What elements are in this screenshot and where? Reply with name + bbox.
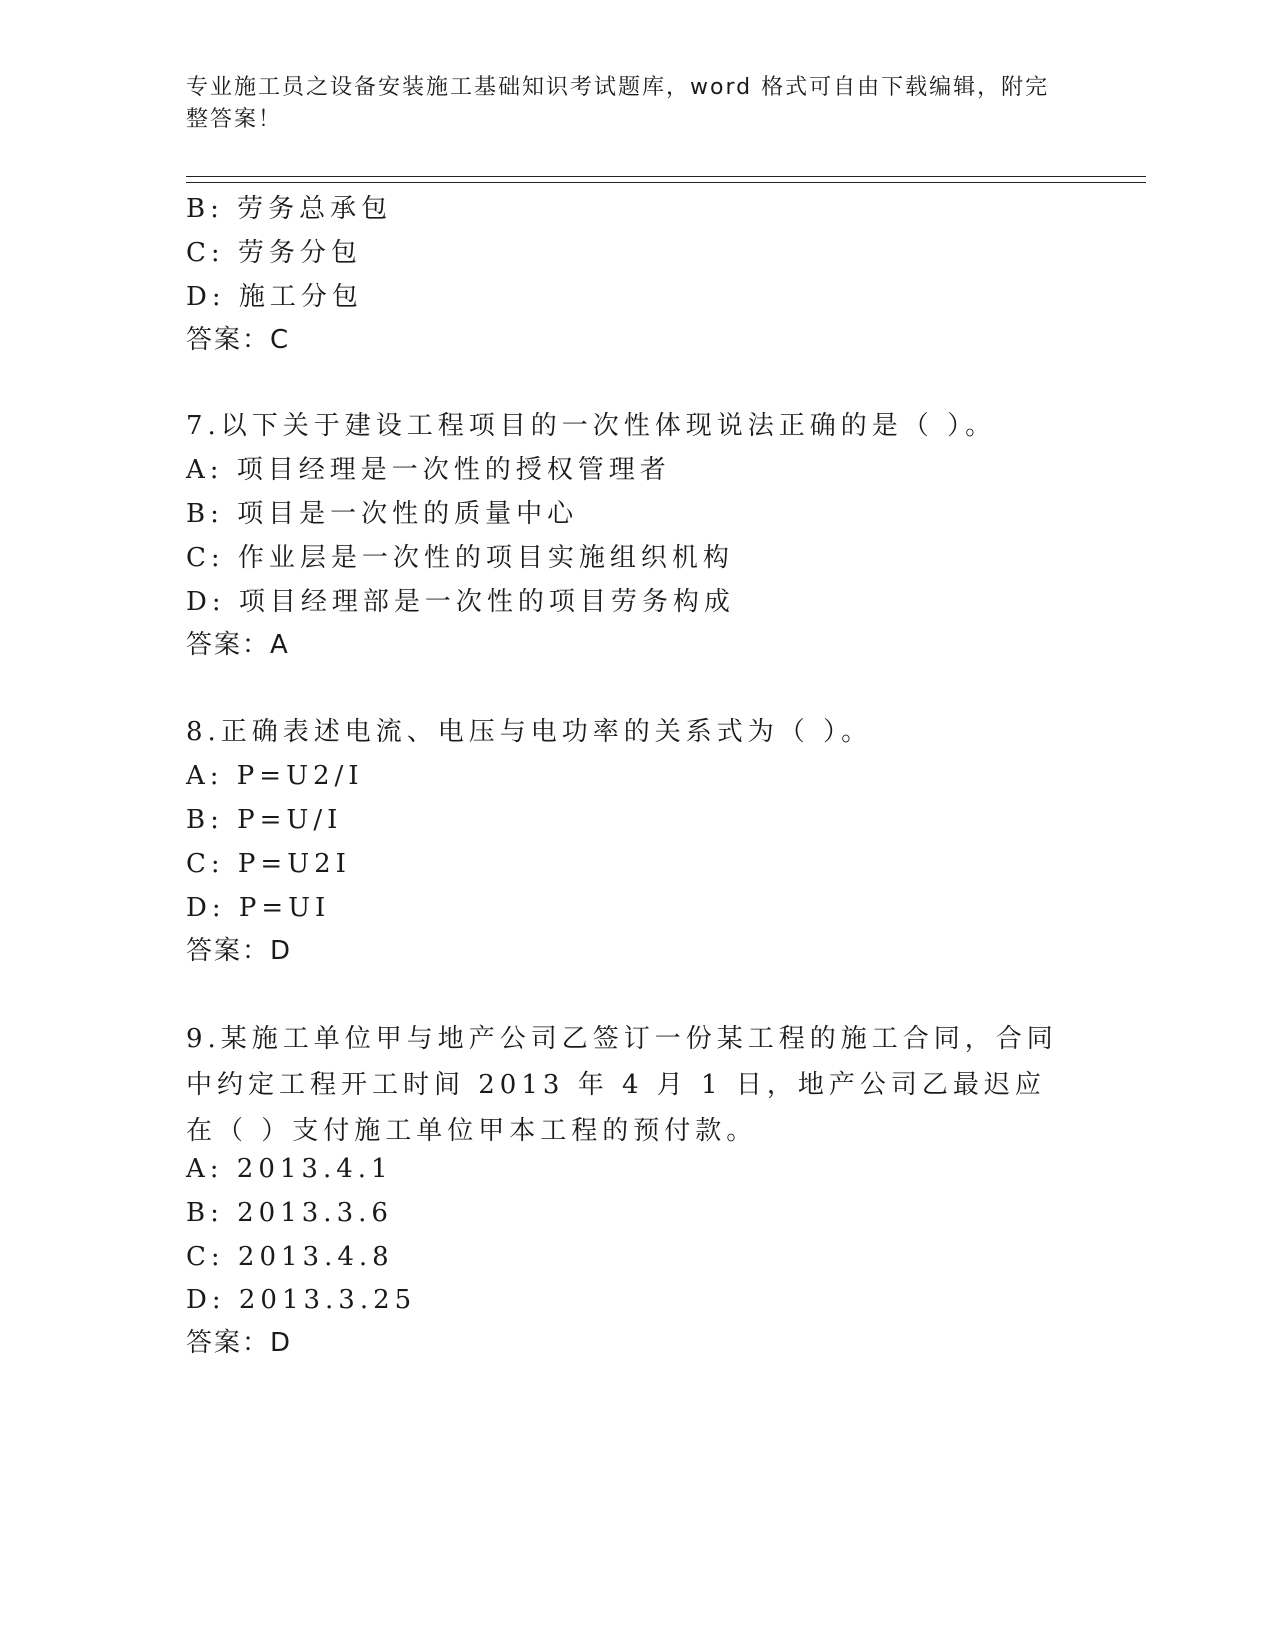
q9-stem: 9.某施工单位甲与地产公司乙签订一份某工程的施工合同，合同中约定工程开工时间 2013 年 4 月 1 日，地产公司乙最迟应在（ ）支付施工单位甲本工程的预付款。 — [186, 1024, 1058, 1146]
q9-option-d: D: 2013.3.25 — [186, 1285, 417, 1315]
q9-answer: 答案：D — [186, 1328, 293, 1358]
header-divider-top — [186, 176, 1146, 177]
q8-option-c: C: P=U2I — [186, 849, 351, 879]
q9-option-c: C: 2013.4.8 — [186, 1242, 394, 1272]
q7-option-d: D: 项目经理部是一次性的项目劳务构成 — [186, 587, 735, 617]
q6-option-b: B: 劳务总承包 — [186, 194, 393, 224]
document-header: 专业施工员之设备安装施工基础知识考试题库，word 格式可自由下载编辑，附完整答案！ — [186, 75, 1050, 132]
q8-option-a: A: P=U2/I — [186, 761, 364, 791]
header-divider-bottom — [186, 182, 1146, 183]
q7-answer: 答案：A — [186, 630, 290, 660]
q8-stem: 8.正确表述电流、电压与电功率的关系式为（ ）。 — [186, 717, 873, 747]
q7-option-c: C: 作业层是一次性的项目实施组织机构 — [186, 543, 734, 573]
q9-option-b: B: 2013.3.6 — [186, 1198, 393, 1228]
q7-option-a: A: 项目经理是一次性的授权管理者 — [186, 455, 671, 485]
q7-stem: 7.以下关于建设工程项目的一次性体现说法正确的是（ ）。 — [186, 411, 997, 441]
q7-option-b: B: 项目是一次性的质量中心 — [186, 499, 579, 529]
q6-option-c: C: 劳务分包 — [186, 238, 362, 268]
q9-option-a: A: 2013.4.1 — [186, 1154, 393, 1184]
q8-option-b: B: P=U/I — [186, 805, 343, 835]
q8-option-d: D: P=UI — [186, 893, 331, 923]
q8-answer: 答案：D — [186, 936, 293, 966]
q6-option-d: D: 施工分包 — [186, 282, 363, 312]
q6-answer: 答案：C — [186, 325, 291, 355]
